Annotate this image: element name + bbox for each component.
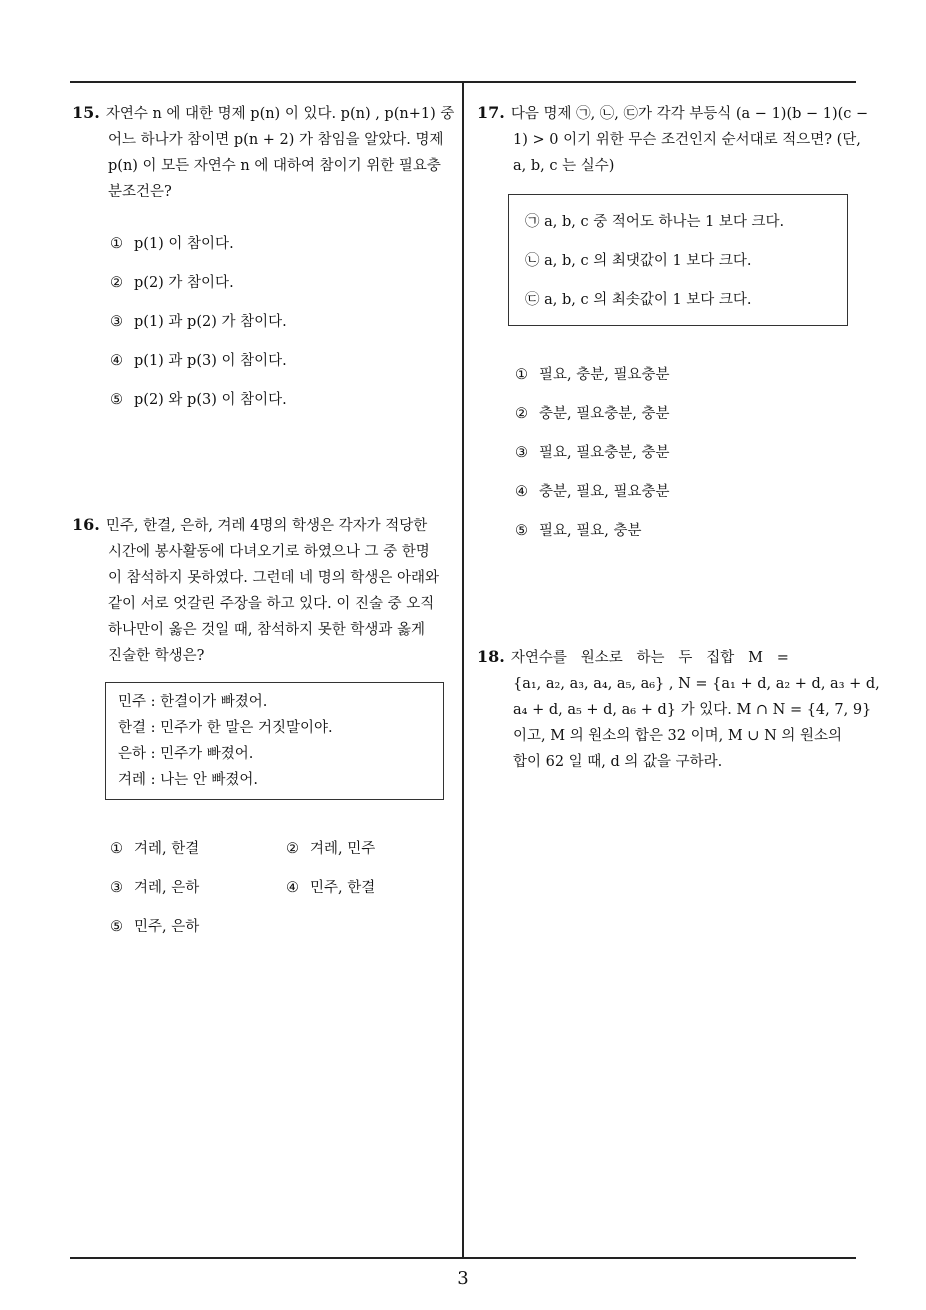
choice-text: 필요, 충분, 필요충분 (539, 367, 670, 383)
statement-gyeore: 겨레 : 나는 안 빠졌어. (118, 772, 258, 788)
choice-4[interactable] (72, 342, 456, 381)
question-15-line: 어느 하나가 참이면 p(n + 2) 가 참임을 알았다. 명제 (108, 132, 444, 148)
condition-c: ㉢ a, b, c 의 최솟값이 1 보다 크다. (525, 292, 752, 308)
choice-number: ③ (110, 880, 123, 896)
question-17-number: 17. (477, 103, 505, 122)
question-15-line: 자연수 n 에 대한 명제 p(n) 이 있다. p(n) , p(n+1) 중 (105, 106, 455, 122)
question-18-line: {a₁, a₂, a₃, a₄, a₅, a₆} , N = {a₁ + d, a₂ + d, a₃ + d, (513, 676, 880, 692)
condition-a: ㉠ a, b, c 중 적어도 하나는 1 보다 크다. (525, 214, 785, 230)
choice-number: ④ (515, 484, 528, 500)
choice-text: 겨레, 민주 (310, 841, 376, 857)
choice-5[interactable] (72, 381, 456, 420)
choice-number: ⑤ (110, 392, 123, 408)
question-15 (72, 100, 456, 420)
question-16-line: 진술한 학생은? (108, 648, 205, 664)
statement-eunha: 은하 : 민주가 빠졌어. (118, 746, 254, 762)
choice-number: ③ (110, 314, 123, 330)
column-divider (462, 82, 464, 1258)
question-15-line: 분조건은? (108, 184, 172, 200)
choice-1[interactable] (72, 225, 456, 264)
choice-text: p(1) 과 p(2) 가 참이다. (134, 314, 287, 330)
choice-number: ① (515, 367, 528, 383)
question-15-text (72, 100, 456, 205)
choice-2[interactable] (477, 395, 861, 434)
statement-minju: 민주 : 한결이가 빠졌어. (118, 694, 268, 710)
choice-number: ② (110, 275, 123, 291)
choice-3[interactable] (72, 303, 456, 342)
question-16-line: 민주, 한결, 은하, 겨레 4명의 학생은 각자가 적당한 (105, 518, 428, 534)
question-18-line: 합이 62 일 때, d 의 값을 구하라. (513, 754, 723, 770)
choice-4[interactable] (286, 869, 462, 908)
question-17-line: 다음 명제 ㉠, ㉡, ㉢가 각각 부등식 (a − 1)(b − 1)(c − (510, 106, 869, 122)
choice-text: p(2) 가 참이다. (134, 275, 234, 291)
question-16-line: 이 참석하지 못하였다. 그런데 네 명의 학생은 아래와 (108, 570, 440, 586)
question-18-line: 자연수를 원소로 하는 두 집합 M = (510, 650, 789, 666)
choice-2[interactable] (286, 830, 462, 869)
choice-number: ③ (515, 445, 528, 461)
choice-number: ① (110, 841, 123, 857)
choice-2[interactable] (72, 264, 456, 303)
choice-text: 충분, 필요충분, 충분 (539, 406, 670, 422)
question-16-number: 16. (72, 515, 100, 534)
choice-5[interactable] (477, 512, 861, 551)
question-17-line: 1) > 0 이기 위한 무슨 조건인지 순서대로 적으면? (단, (513, 132, 861, 148)
choice-number: ④ (110, 353, 123, 369)
choice-text: p(1) 과 p(3) 이 참이다. (134, 353, 287, 369)
choice-text: p(1) 이 참이다. (134, 236, 234, 252)
choice-text: 겨레, 은하 (134, 880, 200, 896)
question-18 (477, 644, 880, 775)
choice-number: ② (515, 406, 528, 422)
question-15-line: p(n) 이 모든 자연수 n 에 대하여 참이기 위한 필요충 (108, 158, 441, 174)
choice-1[interactable] (110, 830, 286, 869)
question-16-text (72, 512, 456, 669)
choice-text: 필요, 필요충분, 충분 (539, 445, 670, 461)
choice-number: ② (286, 841, 299, 857)
choice-number: ① (110, 236, 123, 252)
question-16-line: 같이 서로 엇갈린 주장을 하고 있다. 이 진술 중 오직 (108, 596, 435, 612)
question-16-choices (72, 830, 456, 947)
statements-box (105, 682, 444, 800)
question-18-text (477, 644, 880, 775)
question-16 (72, 512, 456, 669)
page-number: 3 (457, 1268, 469, 1289)
question-16-line: 하나만이 옳은 것일 때, 참석하지 못한 학생과 옳게 (108, 622, 426, 638)
question-17-choices (477, 356, 861, 551)
choice-number: ⑤ (110, 919, 123, 935)
choice-number: ⑤ (515, 523, 528, 539)
question-18-line: a₄ + d, a₅ + d, a₆ + d} 가 있다. M ∩ N = {4, 7, 9} (513, 702, 872, 718)
bottom-rule (70, 1257, 856, 1259)
choice-text: 민주, 은하 (134, 919, 200, 935)
question-17-line: a, b, c 는 실수) (513, 158, 615, 174)
choice-text: 필요, 필요, 충분 (539, 523, 642, 539)
question-17-text (477, 100, 869, 179)
question-15-number: 15. (72, 103, 100, 122)
condition-b: ㉡ a, b, c 의 최댓값이 1 보다 크다. (525, 253, 752, 269)
choice-4[interactable] (477, 473, 861, 512)
choice-text: 민주, 한결 (310, 880, 376, 896)
statement-hangyeol: 한결 : 민주가 한 말은 거짓말이야. (118, 720, 333, 736)
question-15-choices (72, 225, 456, 420)
question-18-line: 이고, M 의 원소의 합은 32 이며, M ∪ N 의 원소의 (513, 728, 842, 744)
choice-text: 충분, 필요, 필요충분 (539, 484, 670, 500)
question-16-line: 시간에 봉사활동에 다녀오기로 하였으나 그 중 한명 (108, 544, 430, 560)
choice-5[interactable] (110, 908, 286, 947)
choice-1[interactable] (477, 356, 861, 395)
choice-text: 겨레, 한결 (134, 841, 200, 857)
question-18-number: 18. (477, 647, 505, 666)
question-17 (477, 100, 869, 179)
choice-3[interactable] (477, 434, 861, 473)
choice-3[interactable] (110, 869, 286, 908)
conditions-box (508, 194, 848, 326)
choice-number: ④ (286, 880, 299, 896)
choice-text: p(2) 와 p(3) 이 참이다. (134, 392, 287, 408)
